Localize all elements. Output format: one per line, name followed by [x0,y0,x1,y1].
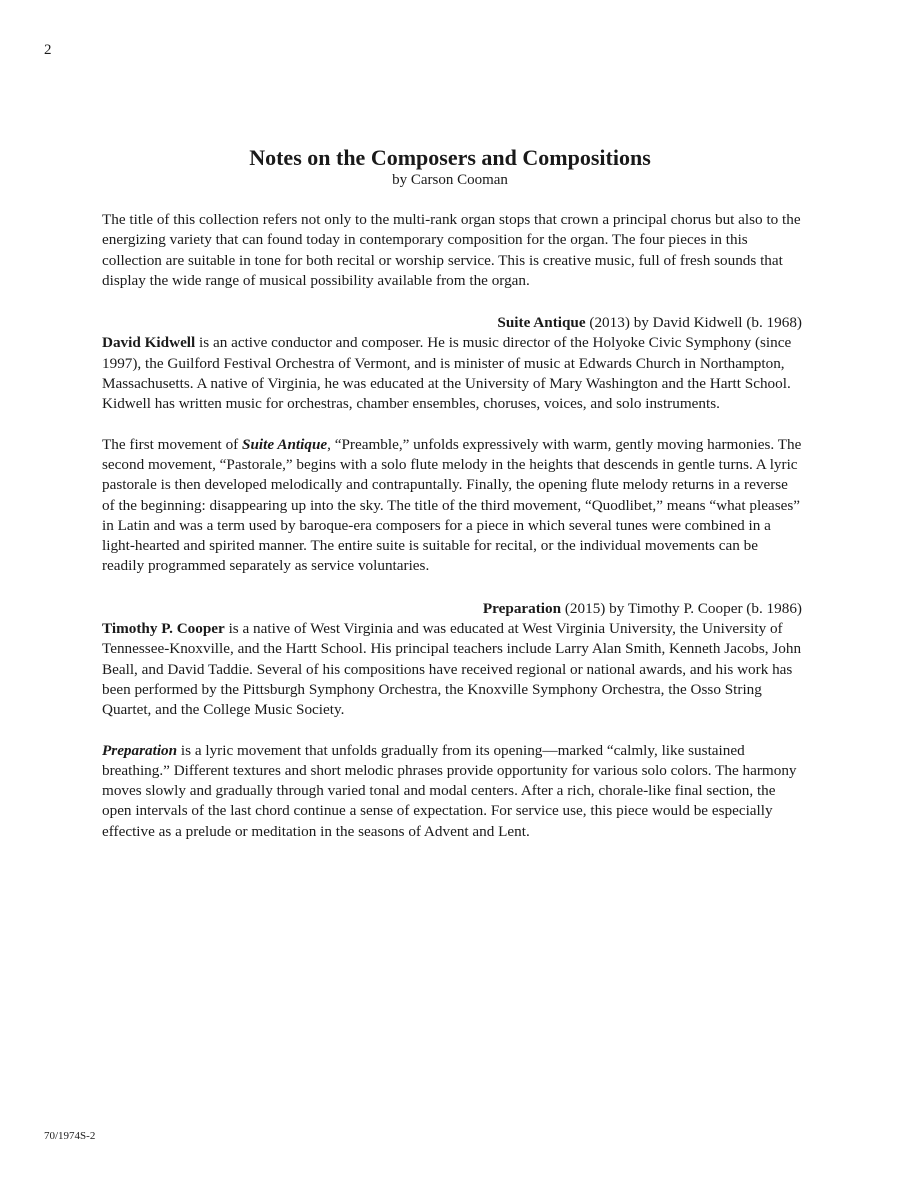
notes-lead: The first movement of [102,435,243,453]
piece-title: Preparation [482,599,562,617]
byline: by Carson Cooman [392,172,508,188]
intro-paragraph: The title of this collection refers not only to the multi-rank organ stops that crown a principal chorus but also to the energizing variety that can found today in contemporary composition for the organ. The four pieces in this collection are suitable in tone for both recital or worship service. This is creative music, full of fresh sounds that display the wide range of musical possibility available from the organ. [102,211,801,289]
piece-title: Suite Antique [497,314,586,332]
piece-header-preparation [102,599,802,619]
notes-piece-title: Preparation [102,741,178,759]
piece-notes-suite-antique [102,435,802,577]
notes-text: is a lyric movement that unfolds gradually from its opening—marked “calmly, like sustained breathing.” Different textures and short melodic phrases provide opportunity for various solo colors. The harmony moves slowly and gradually through varied tonal and modal centers. After a rich, chorale-like final section, the open intervals of the last chord continue a sense of expectation. For service use, this piece would be especially effective as a prelude or meditation in the seasons of Advent and Lent. [102,741,797,840]
footer-catalog-code: 70/1974S-2 [44,1130,96,1142]
composer-bio-text: is an active conductor and composer. He is music director of the Holyoke Civic Symphony (since 1997), the Guilford Festival Orchestra of Vermont, and is minister of music at Edwards Church in Northampton, Massachusetts. A native of Virginia, he was educated at the University of Mary Washington and the Hartt School. Kidwell has written music for orchestras, chamber ensembles, choruses, voices, and solo instruments. [102,334,792,413]
notes-text: , “Preamble,” unfolds expressively with warm, gently moving harmonies. The second movement, “Pastorale,” begins with a solo flute melody in the heights that descends in gentle turns. A lyric pastorale is then developed melodically and contrapuntally. Finally, the opening flute melody returns in a reverse of the beginning: disappearing up into the sky. The title of the third movement, “Quodlibet,” means “what pleases” in Latin and was a term used by baroque-era composers for a piece in which several tunes were combined in a light-hearted and spirited manner. The entire suite is suitable for recital, or the individual movements can be readily programmed separately as service voluntaries. [102,435,802,575]
piece-header-details: (2015) by Timothy P. Cooper (b. 1986) [561,599,802,617]
heading [0,145,900,189]
composer-name: Timothy P. Cooper [102,620,225,638]
piece-header-suite-antique [102,313,802,333]
composer-bio-cooper [102,619,802,720]
piece-notes-preparation [102,741,802,842]
page-title: Notes on the Composers and Compositions [249,145,651,170]
notes-piece-title: Suite Antique [242,435,328,453]
composer-bio-text: is a native of West Virginia and was educated at West Virginia University, the University of Tennessee-Knoxville, and the Hartt School. His principal teachers include Larry Alan Smith, Kenneth Jacobs, John Beall, and David Taddie. Several of his compositions have received regional or national awards, and his work has been performed by the Pittsburgh Symphony Orchestra, the Knoxville Symphony Orchestra, the Osso String Quartet, and the College Music Society. [102,620,802,719]
main-content [102,210,802,842]
page-number: 2 [44,42,52,58]
piece-header-details: (2013) by David Kidwell (b. 1968) [585,314,802,332]
composer-bio-kidwell [102,333,802,414]
composer-name: David Kidwell [102,334,196,352]
